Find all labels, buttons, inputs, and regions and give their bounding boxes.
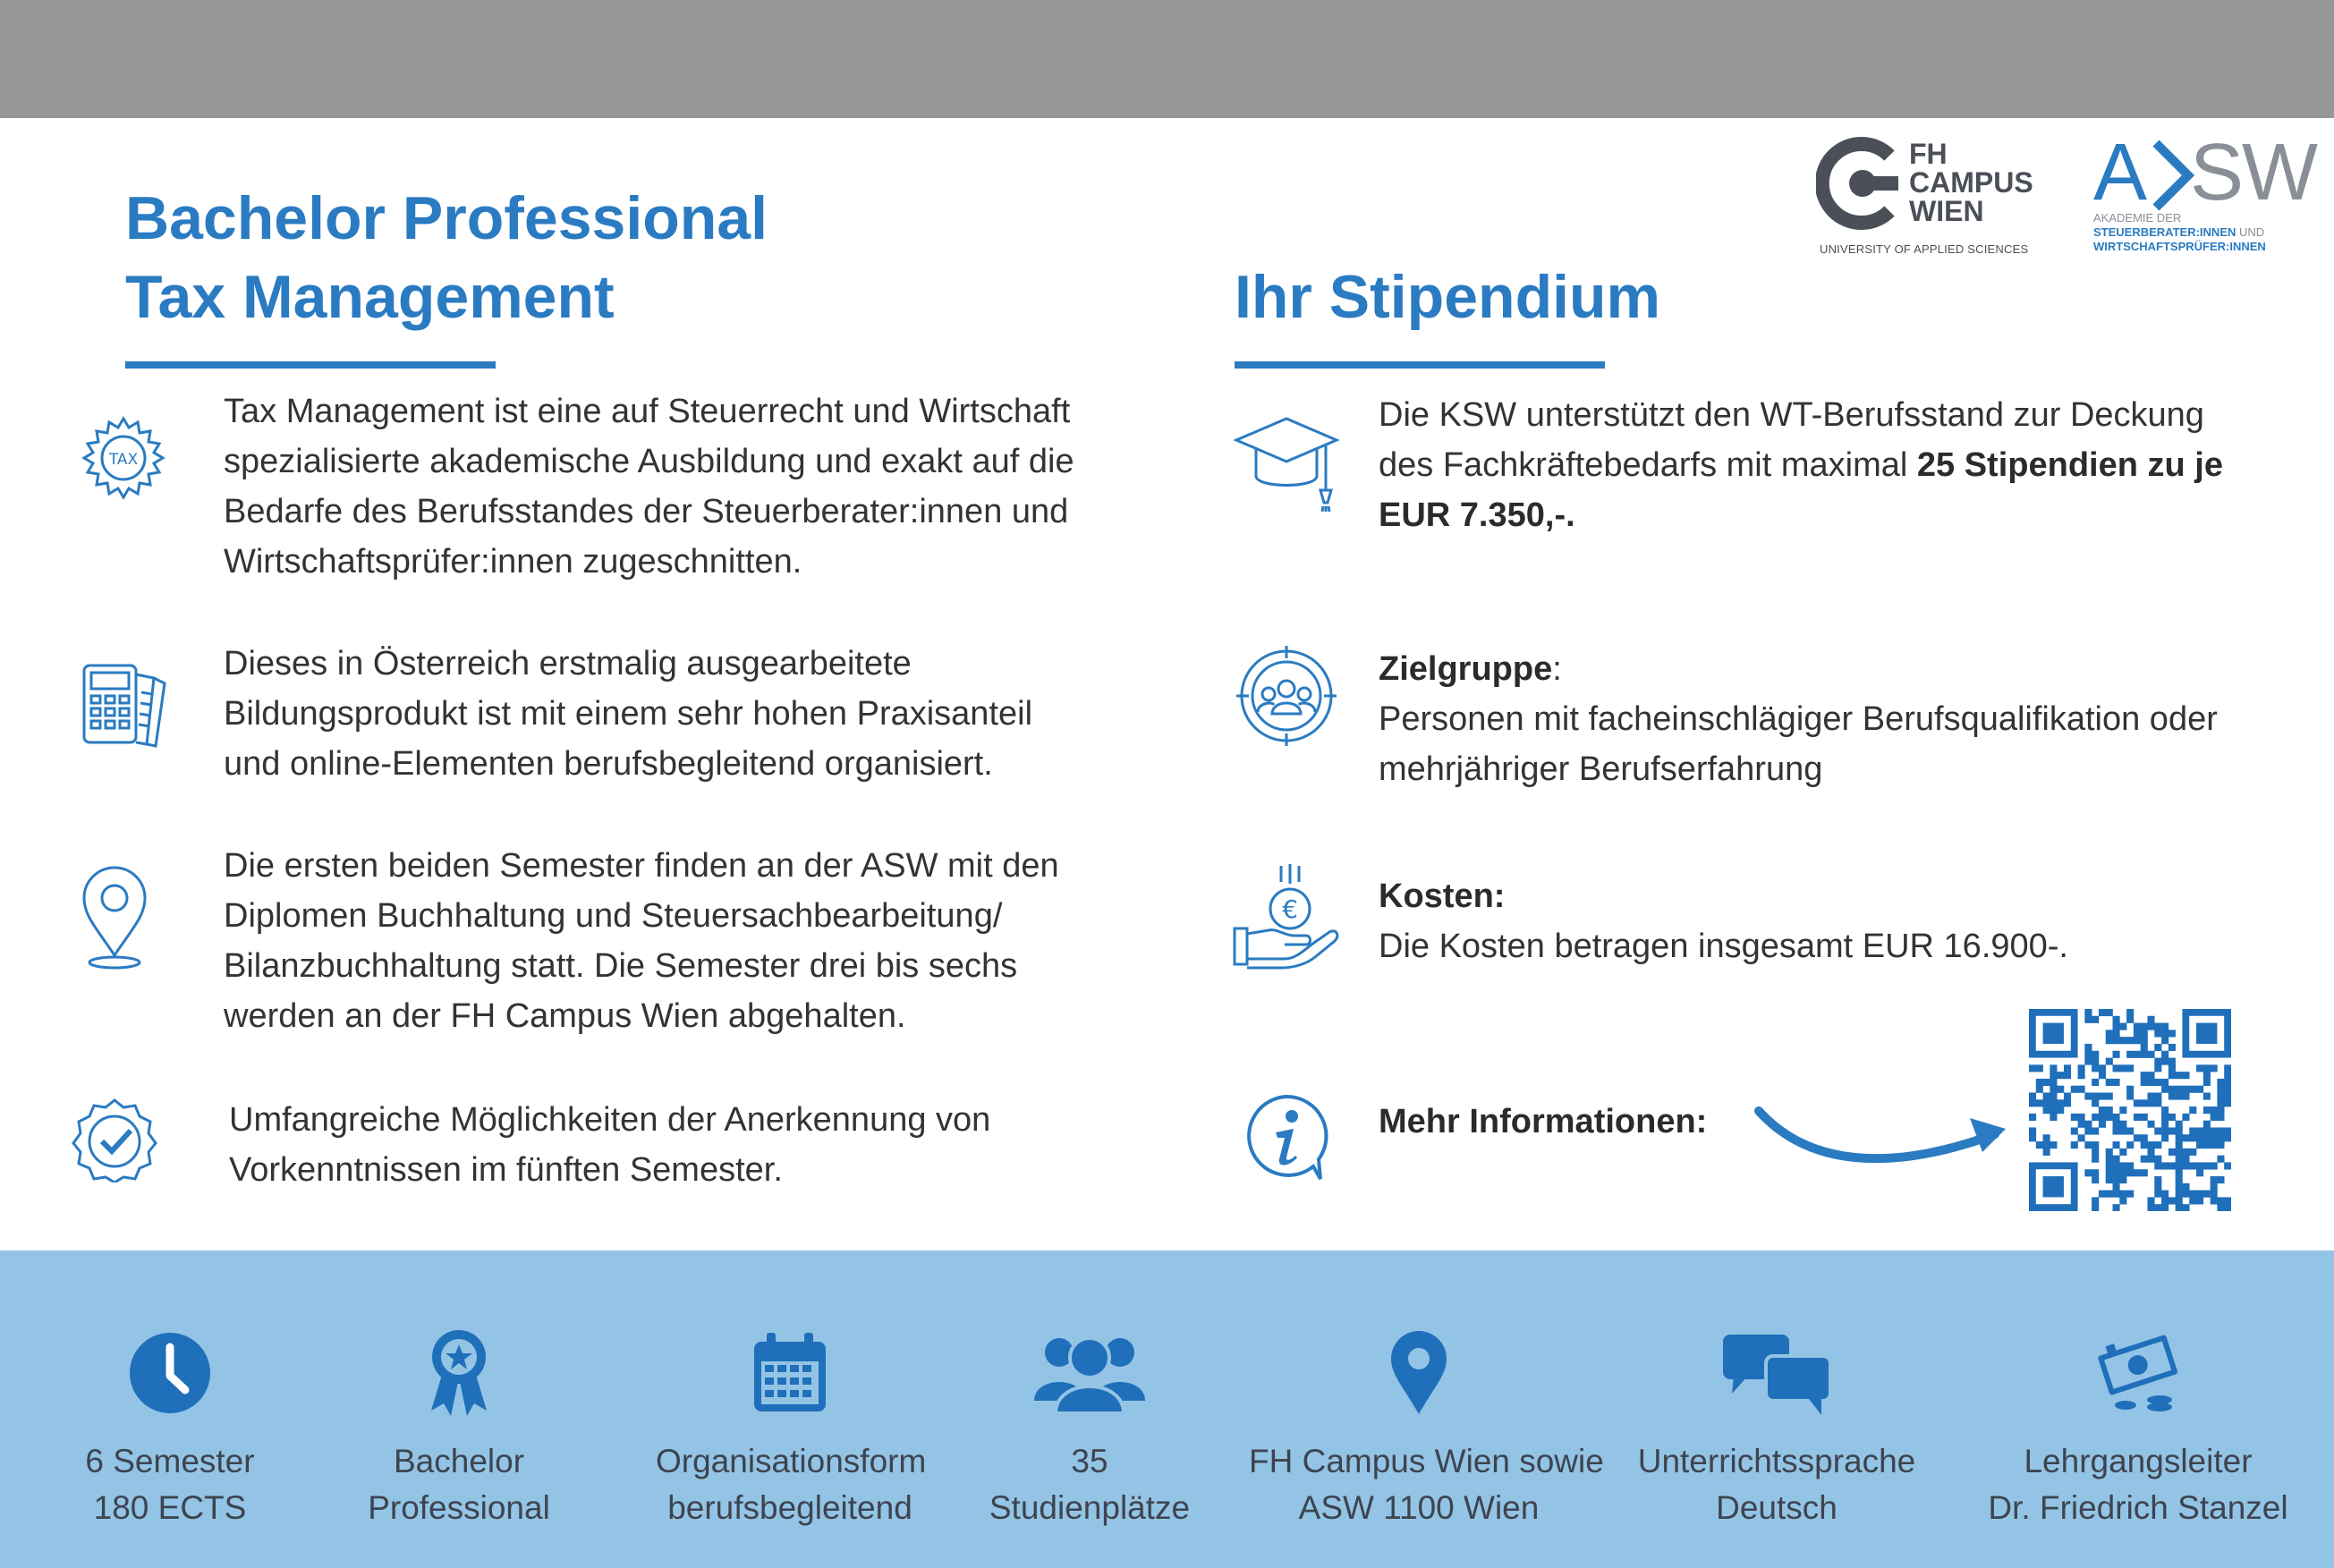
scholarship-line-1: Die KSW unterstützt den WT-Berufsstand zur Deckung	[1379, 396, 2204, 434]
map-marker-icon	[1389, 1330, 1448, 1416]
qr-code[interactable]	[2029, 1009, 2231, 1211]
feature-organisation-line-1: Organisationsform	[656, 1443, 927, 1479]
scholarship-line-3	[1379, 490, 2223, 540]
asw-logo-sub-2-bold: STEUERBERATER:INNEN	[2093, 225, 2236, 239]
feature-duration-line-2: 180 ECTS	[93, 1489, 247, 1526]
fh-logo-line-2: CAMPUS	[1909, 166, 2033, 199]
left-item-1-line-4: Wirtschaftsprüfer:innen zugeschnitten.	[224, 543, 802, 581]
hand-coin-icon	[1231, 864, 1342, 975]
qr-code-graphic[interactable]	[2029, 1009, 2231, 1211]
scholarship-line-2	[1379, 440, 2223, 490]
curved-arrow-icon	[1753, 1102, 2013, 1187]
left-item-3-text	[224, 841, 1059, 1041]
speech-bubbles-icon	[1721, 1331, 1832, 1415]
calculator-icon	[79, 662, 168, 751]
asw-logo-a: A	[2093, 128, 2146, 217]
feature-duration	[36, 1324, 304, 1531]
feature-seats-line-1: 35	[1071, 1443, 1108, 1479]
left-item-2-line-2: Bildungsprodukt ist mit einem sehr hohen Praxisanteil	[224, 695, 1033, 733]
costs-text	[1379, 871, 2068, 971]
feature-seats	[955, 1324, 1224, 1531]
left-item-4-line-2: Vorkenntnissen im fünften Semester.	[229, 1151, 783, 1189]
target-group-icon	[1236, 646, 1337, 746]
left-title-underline	[125, 361, 496, 369]
left-item-3-line-3: Bilanzbuchhaltung statt. Die Semester drei bis sechs	[224, 947, 1018, 985]
left-item-3-line-4: werden an der FH Campus Wien abgehalten.	[224, 997, 906, 1035]
svg-text:€: €	[1282, 894, 1298, 924]
feature-degree	[325, 1324, 593, 1531]
fh-logo-line-3: WIEN	[1909, 195, 1984, 227]
feature-location-line-2: ASW 1100 Wien	[1298, 1489, 1540, 1526]
feature-director	[1986, 1324, 2290, 1531]
target-group-line-2: mehrjähriger Berufserfahrung	[1379, 750, 1823, 788]
costs-value-text: Die Kosten betragen insgesamt EUR 16.900-.	[1379, 928, 2068, 965]
asw-logo-chevron	[2151, 140, 2195, 211]
feature-organisation	[656, 1324, 927, 1531]
costs-label: Kosten:	[1379, 877, 1506, 915]
people-group-icon	[1032, 1333, 1147, 1413]
fh-logo-line-1: FH	[1909, 138, 1948, 170]
target-group-line-1: Personen mit facheinschlägiger Berufsqualifikation oder	[1379, 700, 2218, 738]
asw-logo-sub-2-plain: UND	[2236, 225, 2265, 239]
scholarship-line-2-bold: 25 Stipendien zu je	[1916, 446, 2223, 484]
scholarship-line-2-plain: des Fachkräftebedarfs mit maximal	[1379, 446, 1917, 484]
feature-duration-line-1: 6 Semester	[85, 1443, 255, 1479]
asw-logo	[2093, 128, 2317, 267]
fh-campus-wien-logo	[1816, 134, 2031, 259]
feature-location	[1249, 1324, 1604, 1531]
right-title-underline	[1235, 361, 1605, 369]
left-item-2-line-1: Dieses in Österreich erstmalig ausgearbeitete	[224, 645, 912, 682]
left-title-line-1: Bachelor Professional	[125, 184, 768, 252]
asw-logo-sub-3	[2093, 240, 2266, 254]
asw-logo-sw: SW	[2190, 128, 2316, 217]
left-item-4-text	[229, 1095, 990, 1195]
asw-logo-sub-1: AKADEMIE DER	[2093, 211, 2182, 225]
left-item-3-line-1: Die ersten beiden Semester finden an der ASW mit den	[224, 847, 1059, 885]
info-bubble-icon	[1242, 1093, 1331, 1182]
target-group-label: Zielgruppe	[1379, 650, 1553, 688]
fh-logo-subtitle: UNIVERSITY OF APPLIED SCIENCES	[1820, 242, 2029, 256]
badge-check-icon	[72, 1097, 157, 1182]
asw-logo-sub-3-bold: WIRTSCHAFTSPRÜFER:INNEN	[2093, 240, 2266, 253]
location-pin-icon	[79, 866, 150, 973]
left-item-2-line-3: und online-Elementen berufsbegleitend organisiert.	[224, 745, 993, 783]
costs-heading	[1379, 871, 2068, 921]
feature-degree-line-2: Professional	[368, 1489, 550, 1526]
feature-language-line-1: Unterrichtssprache	[1637, 1443, 1916, 1479]
target-group-colon: :	[1552, 650, 1562, 688]
feature-degree-line-1: Bachelor	[393, 1443, 525, 1479]
svg-text:TAX: TAX	[108, 451, 139, 469]
left-item-1-line-1: Tax Management ist eine auf Steuerrecht und Wirtschaft	[224, 393, 1071, 430]
fh-campus-logo-mark	[1816, 136, 1905, 234]
feature-language	[1634, 1324, 1920, 1531]
graduation-cap-icon	[1233, 413, 1340, 512]
clock-icon	[128, 1331, 212, 1415]
feature-location-line-1: FH Campus Wien sowie	[1249, 1443, 1604, 1479]
left-title-line-2: Tax Management	[125, 263, 615, 331]
right-title: Ihr Stipendium	[1235, 263, 1660, 331]
calendar-icon	[751, 1331, 829, 1415]
left-item-4-line-1: Umfangreiche Möglichkeiten der Anerkennung von	[229, 1101, 991, 1139]
tax-gear-icon	[79, 413, 168, 503]
top-gray-bar	[0, 0, 2334, 118]
left-item-2-text	[224, 639, 1032, 789]
left-item-3-line-2: Diplomen Buchhaltung und Steuersachbearbeitung/	[224, 897, 1003, 935]
left-item-1-line-2: spezialisierte akademische Ausbildung und exakt auf die	[224, 443, 1074, 480]
money-bill-icon	[2095, 1330, 2181, 1416]
asw-logo-sub-2	[2093, 225, 2264, 240]
scholarship-amount: EUR 7.350,-.	[1379, 496, 1575, 534]
left-item-1-line-3: Bedarfe des Berufsstandes der Steuerberater:innen und	[224, 493, 1069, 530]
scholarship-text	[1379, 390, 2223, 540]
target-group-text	[1379, 644, 2218, 794]
feature-seats-line-2: Studienplätze	[989, 1489, 1191, 1526]
feature-organisation-line-2: berufsbegleitend	[667, 1489, 912, 1526]
feature-director-line-2: Dr. Friedrich Stanzel	[1988, 1489, 2288, 1526]
left-item-1-text	[224, 386, 1074, 587]
award-ribbon-icon	[428, 1328, 490, 1418]
feature-director-line-1: Lehrgangsleiter	[2024, 1443, 2253, 1479]
target-group-heading	[1379, 644, 2218, 694]
more-info-label: Mehr Informationen:	[1379, 1103, 1708, 1140]
feature-language-line-2: Deutsch	[1716, 1489, 1837, 1526]
